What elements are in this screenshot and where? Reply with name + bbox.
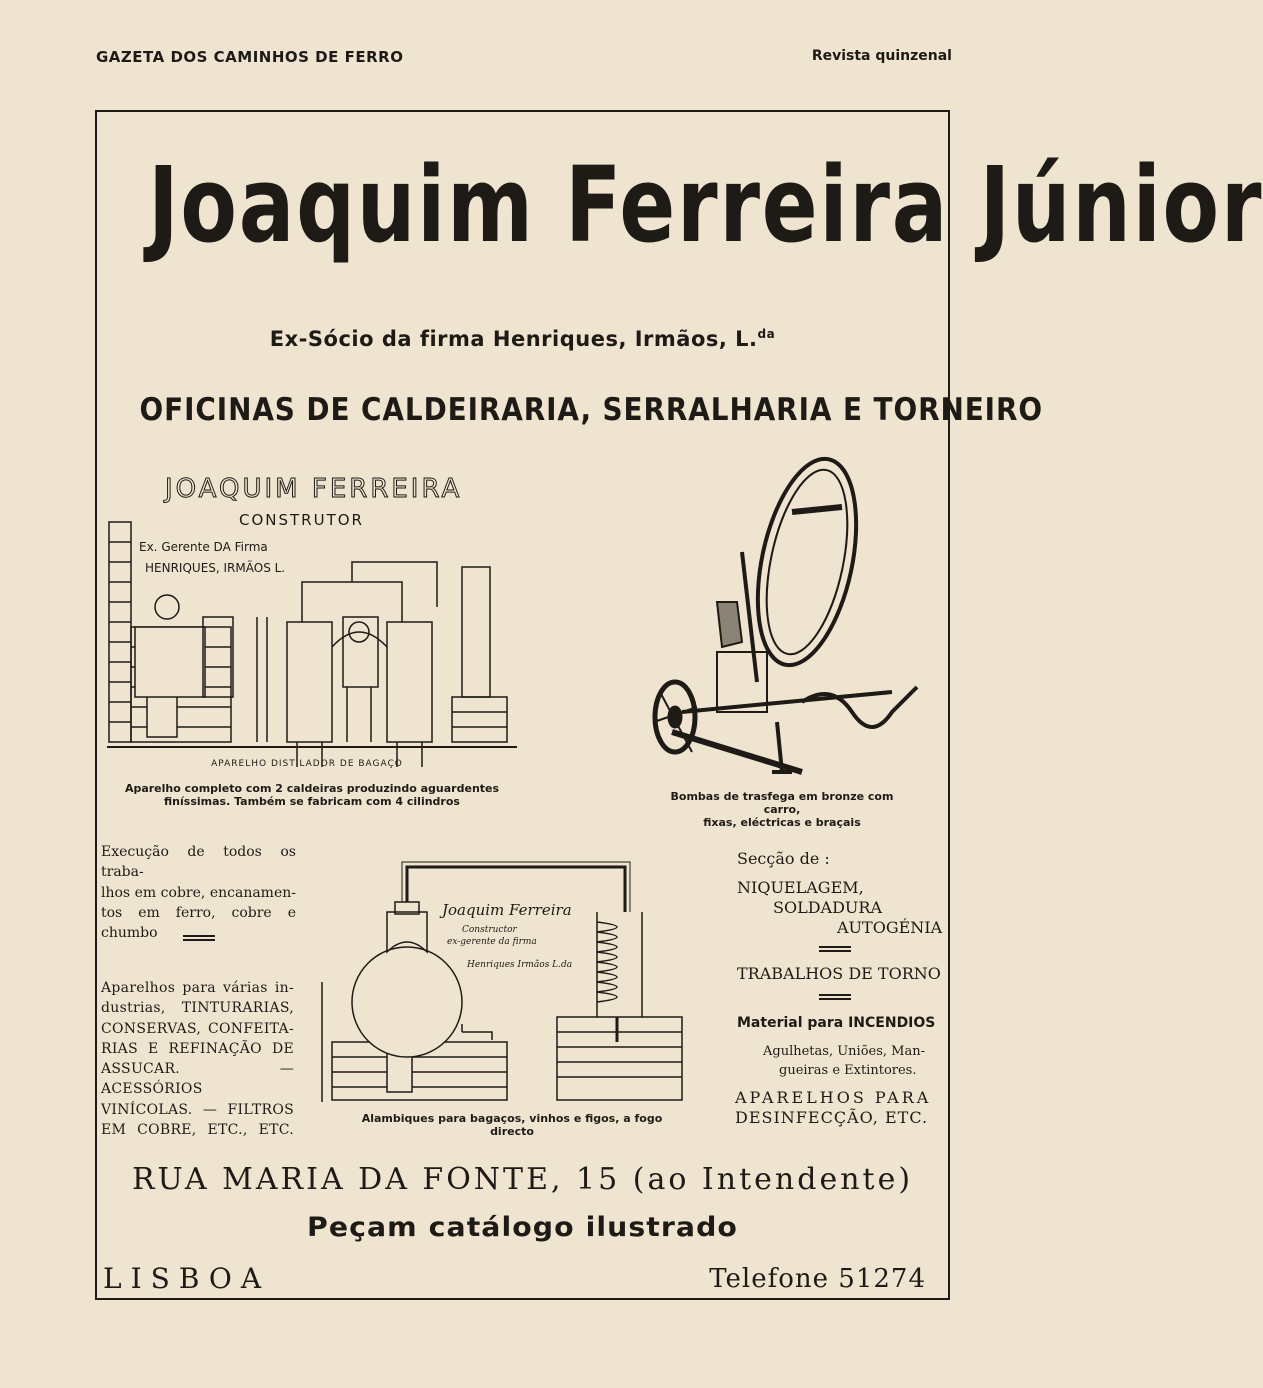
equipment-line-5: ASSUCAR. — ACESSÓRIOS <box>101 1061 294 1098</box>
pump-caption <box>652 790 912 830</box>
phone: Telefone 51274 <box>709 1264 926 1294</box>
journal-title: GAZETA DOS CAMINHOS DE FERRO <box>96 48 404 66</box>
equipment-line-2: dustrias, TINTURARIAS, <box>101 1000 294 1017</box>
pump-illustration <box>642 452 932 782</box>
equipment-line-4: RIAS E REFINAÇÃO DE <box>101 1040 294 1057</box>
catalog-note: Peçam catálogo ilustrado <box>307 1212 738 1243</box>
divider-right-1 <box>819 946 851 952</box>
alembic-sign-4: Henriques Irmãos L.da <box>467 960 573 970</box>
distiller-plate: APARELHO DISTILADOR DE BAGAÇO <box>211 759 403 769</box>
distiller-label-1: JOAQUIM FERREIRA <box>165 474 463 504</box>
distiller-caption <box>117 782 507 808</box>
alembic-sign-3: ex-gerente da firma <box>447 937 537 947</box>
aparelhos-line-2: DESINFECÇÃO, ETC. <box>735 1108 929 1127</box>
distiller-illustration <box>107 467 522 767</box>
distiller-caption-line-2: finíssimas. Também se fabricam com 4 cilindros <box>164 795 460 809</box>
material-label: Material para INCENDIOS <box>737 1015 936 1031</box>
torno-label: TRABALHOS DE TORNO <box>737 964 941 983</box>
alembic-sign-2: Constructor <box>462 925 517 935</box>
niquelagem-label: NIQUELAGEM, <box>737 878 864 897</box>
subtitle-sup: da <box>757 327 776 341</box>
services-text <box>101 842 296 943</box>
services-line-1: Execução de todos os traba- <box>101 844 296 881</box>
pump-caption-line-1: Bombas de trasfega em bronze com carro, <box>670 790 894 817</box>
city: LISBOA <box>103 1262 271 1295</box>
agulhetas-line-2: gueiras e Extintores. <box>779 1063 917 1078</box>
aparelhos-line-1: APARELHOS PARA <box>735 1088 932 1107</box>
ad-subtitle <box>97 327 948 351</box>
equipment-text <box>101 978 294 1140</box>
services-line-3: tos em ferro, cobre e chumbo <box>101 904 296 942</box>
autogenia-label: AUTOGÉNIA <box>837 918 943 937</box>
workshops-heading: OFICINAS DE CALDEIRARIA, SERRALHARIA E TORNEIRO <box>139 392 1043 428</box>
page-header <box>96 48 952 72</box>
soldadura-label: SOLDADURA <box>773 898 882 917</box>
alembic-sign-1: Joaquim Ferreira <box>442 901 572 919</box>
ad-title: Joaquim Ferreira Júnior <box>148 144 1263 266</box>
equipment-line-1: Aparelhos para várias in- <box>101 980 294 996</box>
distiller-caption-line-1: Aparelho completo com 2 caldeiras produzindo aguardentes <box>124 782 500 795</box>
subtitle-text: Ex-Sócio da firma Henriques, Irmãos, L. <box>269 327 758 351</box>
seccao-label: Secção de : <box>737 849 830 868</box>
alembic-illustration <box>317 852 717 1102</box>
equipment-line-3: CONSERVAS, CONFEITA- <box>101 1020 294 1037</box>
agulhetas-line-1: Agulhetas, Uniões, Man- <box>763 1044 925 1059</box>
distiller-label-3: Ex. Gerente DA Firma <box>139 540 268 554</box>
pump-caption-line-2: fixas, eléctricas e braçais <box>703 816 861 830</box>
equipment-line-6: VINÍCOLAS. — FILTROS <box>101 1101 294 1118</box>
advertisement <box>95 110 1263 1300</box>
journal-subtitle: Revista quinzenal <box>811 48 952 64</box>
equipment-line-7: EM COBRE, ETC., ETC. <box>101 1122 294 1139</box>
alembic-caption: Alambiques para bagaços, vinhos e figos, a fogo directo <box>361 1112 663 1139</box>
address: RUA MARIA DA FONTE, 15 (ao Intendente) <box>131 1162 914 1197</box>
distiller-label-2: CONSTRUTOR <box>239 511 364 529</box>
divider-left <box>183 935 215 941</box>
distiller-label-4: HENRIQUES, IRMÃOS L. <box>145 561 286 575</box>
divider-right-2 <box>819 994 851 1000</box>
services-line-2: lhos em cobre, encanamen- <box>101 884 296 901</box>
